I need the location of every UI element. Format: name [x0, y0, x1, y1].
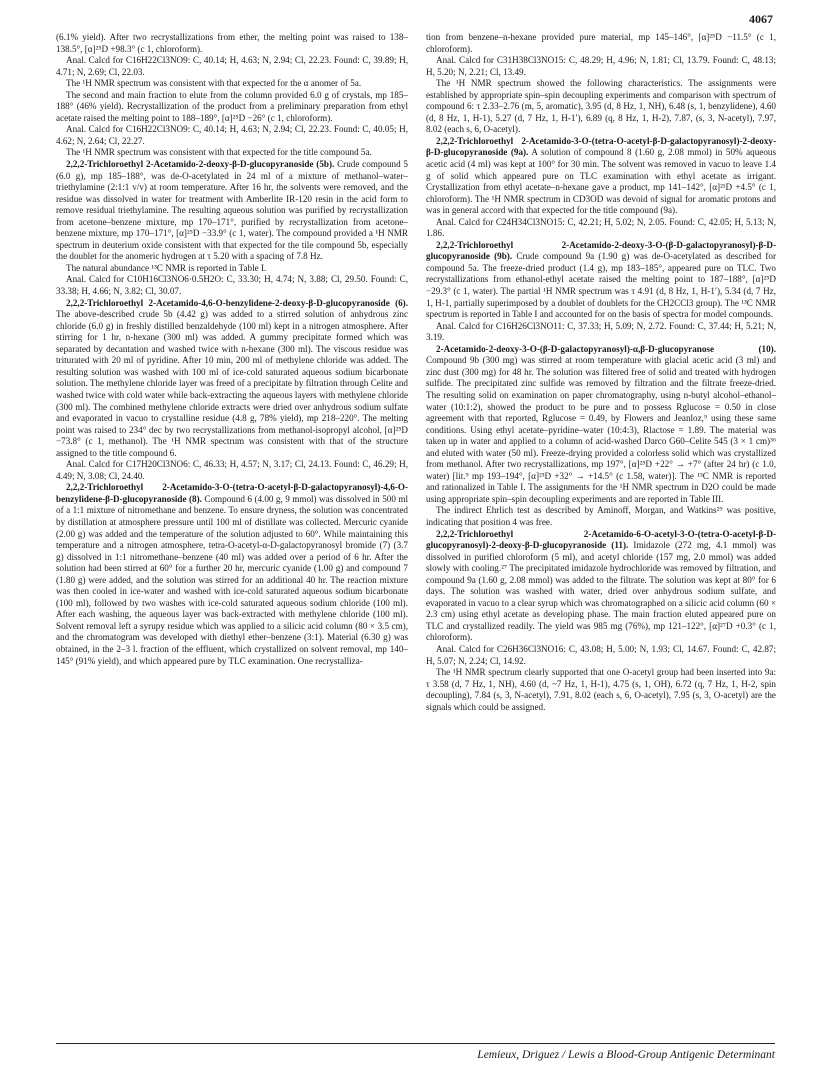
- compound-heading: 2,2,2-Trichloroethyl 2-Acetamido-3-O-(tetra-O-acetyl-β-D-galactopyranosyl)-2-deoxy-β-D-glucopyranoside (9a).: [426, 135, 776, 158]
- paragraph-text: tion from benzene–n-hexane provided pure material, mp 145–146°, [α]²⁵D −11.5° (c 1, chloroform).: [426, 32, 776, 54]
- paragraph: [56, 78, 408, 90]
- paragraph: [426, 217, 776, 240]
- paragraph-text: Anal. Calcd for C10H16Cl3NO6·0.5H2O: C, 33.30; H, 4.74; N, 3.88; Cl, 29.50. Found: C, 33.38; H, 4.66; N, 3.82; Cl, 30.07.: [56, 274, 408, 297]
- paragraph-text: Imidazole (272 mg, 4.1 mmol) was dissolved in purified chloroform (5 ml), and acetyl chloride (157 mg, 2.0 mmol) was added slowly with cooling.²⁷ The precipitated imidazole hydrochloride was removed by filtration, and compound 9a (1.60 g, 2.08 mmol) was added to the filtrate. The solution was kept at 80° for 6 days. The solution was washed with water, dried over anhydrous sodium sulfate, and evaporated in vacuo to a clear syrup which was chromatographed on a silicic acid column (60 × 2.3 cm) using ethyl acetate as developing phase. The main fraction eluted appeared pure on TLC and crystallized readily. The yield was 985 mg (76%), mp 121–122°, [α]²⁷D +0.3° (c 1, chloroform).: [426, 540, 776, 643]
- paragraph: [56, 274, 408, 297]
- paragraph: [56, 90, 408, 125]
- paragraph: [426, 78, 776, 136]
- paragraph-text: Anal. Calcd for C26H36Cl3NO16: C, 43.08; H, 5.00; N, 1.93; Cl, 14.67. Found: C, 42.87; H, 5.07; N, 2.24; Cl, 14.92.: [426, 643, 776, 666]
- continued-paragraph: [426, 32, 776, 55]
- compound-heading: 2,2,2-Trichloroethyl 2-Acetamido-2-deoxy-3-O-(β-D-galactopyranosyl)-β-D-glucopyranoside (9b).: [426, 239, 776, 262]
- paragraph: [426, 55, 776, 78]
- paragraph-text: Anal. Calcd for C24H34Cl3NO15: C, 42.21; H, 5.02; N, 2.05. Found: C, 42.05; H, 5.13; N, 1.86.: [426, 216, 776, 239]
- paragraph: [56, 159, 408, 263]
- paragraph: [56, 482, 408, 667]
- paragraph: [56, 459, 408, 482]
- paragraph-text: Crude compound 9a (1.90 g) was de-O-acetylated as described for compound 5a. The freeze-dried product (1.4 g), mp 183–185°, appeared pure on TLC. Two recrystallizations from ethanol-ethyl acetate raised the melting point to 187–188°, [α]²⁵D −29.3° (c 1, water). The partial ¹H NMR spectrum was τ 4.91 (d, 8 Hz, 1, H-1′), 5.34 (d, 7 Hz, 1, H-1, partially superimposed by a doublet of doublets for the CH2CCl3 group). The ¹³C NMR spectrum is reported in Table I and accounted for on the basis of spectra for model compounds.: [426, 251, 776, 320]
- paragraph: [426, 644, 776, 667]
- compound-heading: 2,2,2-Trichloroethyl 2-Acetamido-3-O-(tetra-O-acetyl-β-D-galactopyranosyl)-4,6-O-benzylidene-β-D-glucopyranoside (8).: [56, 482, 408, 504]
- compound-heading: 2,2,2-Trichloroethyl 2-Acetamido-6-O-acetyl-3-O-(tetra-O-acetyl-β-D-glucopyranosyl)-2-deoxy-β-D-glucopyranoside (11).: [426, 528, 776, 551]
- paragraph-text: Anal. Calcd for C16H22Cl3NO9: C, 40.14; H, 4.63; N, 2.94; Cl, 22.23. Found: C, 40.05; H, 4.62; N, 2.64; Cl, 22.27.: [56, 124, 408, 146]
- paragraph-text: Compound 9b (300 mg) was stirred at room temperature with glacial acetic acid (3 ml) and zinc dust (300 mg) for 48 hr. The solution was filtered free of solid and treated with hydrogen sulfide. The precipitated zinc sulfide was removed by filtration and the filtrate freeze-dried. The resulting solid on examination on paper chromatography, using n-butyl alcohol–ethanol–water (10:1:2), showed the product to be pure and to possess Rglucose = 0.50 in close agreement with that reported, Rglucose = 0.49, by Flowers and Jeanloz,⁹ using these same conditions. Using ethyl acetate–pyridine–water (10:4:3), Rlactose = 1.89. The material was taken up in water and applied to a column of acid-washed Darco G60–Celite 545 (3 × 1 cm)³⁶ and eluted with water (50 ml). Freeze-drying provided a colorless solid which was crystallized from methanol. After two recrystallizations, mp 197°, [α]²⁵D +22° → +7° (after 24 hr) (c 1.0, water) [lit.⁹ mp 193–194°, [α]²³D +32° → +14.5° (c 1.58, water)]. The ¹³C NMR is reported and rationalized in Table I. The assignments for the ¹H NMR spectrum in D2O could be made using appropriate spin–spin decoupling experiments and are reported in Table III.: [426, 355, 776, 504]
- paragraph: [426, 505, 776, 528]
- paragraph-text: The natural abundance ¹³C NMR is reported in Table I.: [66, 262, 267, 273]
- right-column: [426, 32, 776, 713]
- page-number: 4067: [749, 12, 773, 26]
- paragraph: [56, 55, 408, 78]
- paragraph-text: The ¹H NMR spectrum was consistent with that expected for the α anomer of 5a.: [66, 78, 362, 89]
- paragraph: [426, 529, 776, 644]
- paragraph-text: The second and main fraction to elute from the column provided 6.0 g of crystals, mp 185–188° (46% yield). Recrystallization of the product from a preliminary preparation from ethyl acetate raised the melting point to 188–189°, [α]²⁵D −26° (c 1, chloroform).: [56, 89, 408, 123]
- paragraph: [56, 263, 408, 275]
- paragraph-text: The ¹H NMR spectrum clearly supported that one O-acetyl group had been inserted into 9a: τ 3.58 (d, 7 Hz, 1, NH), 4.60 (d, ~7 Hz, 1, H-1), 4.75 (s, 1, OH), 6.72 (q, 7 Hz, 1, H-2, spin decoupling), 7.84 (s, 3, N-acetyl), 7.91, 8.02 (each s, 6, O-acetyl), 7.95 (s, 3, O-acetyl) are the signals which could be assigned.: [426, 667, 776, 712]
- paragraph-text: (6.1% yield). After two recrystallizations from ether, the melting point was raised to 138–138.5°, [α]²⁵D +98.3° (c 1, chloroform).: [56, 32, 408, 54]
- paragraph-text: A solution of compound 8 (1.60 g, 2.08 mmol) in 50% aqueous acetic acid (4 ml) was kept at 100° for 30 min. The solvent was removed in vacuo to leave 1.4 g of solid which appeared pure on TLC examination with ethyl acetate as irrigant. Crystallization from ethyl acetate–n-hexane gave a product, mp 141–142°, [α]²¹D +4.5° (c 1, chloroform). The ¹H NMR spectrum in CD3OD was devoid of signal for aromatic protons and was in general accord with that expected for the title compound (9a).: [426, 147, 777, 216]
- compound-heading: 2-Acetamido-2-deoxy-3-O-(β-D-galactopyranosyl)-α,β-D-glucopyranose (10).: [436, 343, 776, 354]
- paragraph-text: The ¹H NMR spectrum was consistent with that expected for the title compound 5a.: [66, 147, 372, 158]
- paragraph-text: The above-described crude 5b (4.42 g) was added to a stirred solution of anhydrous zinc chloride (6.0 g) in freshly distilled benzaldehyde (100 ml) kept in a nitrogen atmosphere. After stirring for 1 hr, n-hexane (300 ml) was added. A gummy precipitate formed which was separated by decantation and washed twice with n-hexane (300 ml). The viscous residue was triturated with 20 ml of pyridine. After 10 min, 200 ml of methylene chloride was added. The resulting solution was washed with 100 ml of ice-cold saturated aqueous sodium bicarbonate solution. The methylene chloride layer was freed of a precipitate by filtration through Celite and washed twice with cold water while back-extracting the aqueous layers with methylene chloride (300 ml). The combined methylene chloride extracts were dried over anhydrous sodium sulfate and evaporated in vacuo to crystalline residue (4.8 g, 78% yield), mp 218–220°. The melting point was raised to 234° dec by two recrystallizations from methanol-isopropyl alcohol, [α]²⁵D −73.8° (c 1, methanol). The ¹H NMR spectrum was consistent with that of the structure assigned to the title compound 6.: [56, 309, 408, 458]
- paragraph: [56, 147, 408, 159]
- paragraph-text: Anal. Calcd for C16H22Cl3NO9: C, 40.14; H, 4.63; N, 2.94; Cl, 22.23. Found: C, 39.89; H, 4.71; N, 2.69; Cl, 22.03.: [56, 55, 408, 77]
- paragraph: [426, 667, 776, 713]
- paragraph: [426, 240, 776, 321]
- paragraph: [426, 321, 776, 344]
- paragraph: [426, 136, 776, 217]
- compound-heading: 2,2,2-Trichloroethyl 2-Acetamido-4,6-O-benzylidene-2-deoxy-β-D-glucopyranoside (6).: [66, 297, 408, 308]
- paragraph: [56, 124, 408, 147]
- paragraph-text: Compound 6 (4.00 g, 9 mmol) was dissolved in 500 ml of a 1:1 mixture of nitromethane and benzene. To ensure dryness, the solution was concentrated by distillation at atmosphere pressure until 100 ml of distillate was collected. Mercuric cyanide (2.00 g) was added and the temperature of the solution adjusted to 60°. While maintaining this temperature and a nitrogen atmosphere, tetra-O-acetyl-α-D-galactopyranosyl bromide (7) (3.7 g) dissolved in 1:1 nitromethane–benzene (40 ml) was added over a period of 6 hr. After the solution had been stirred at 60° for a further 20 hr, mercuric cyanide (1.00 g) and compound 7 (1.80 g) were added, and the solution was stirred for an additional 40 hr. The reaction mixture was then cooled in ice-water and washed with ice-cold saturated aqueous sodium bicarbonate (100 ml), followed by two washes with ice-cold saturated aqueous sodium chloride (100 ml). After each washing, the aqueous layer was back-extracted with methylene chloride (100 ml). Solvent removal left a syrupy residue which was applied to a silicic acid column (80 × 3.5 cm), and the chromatogram was developed with diethyl ether–benzene (3:1). Material (6.30 g) was obtained, in the 2–3 l. fraction of the effluent, which crystallized on solvent removal, mp 140–145° (91% yield), and which appeared pure by TLC examination. One recrystalliza-: [56, 493, 409, 666]
- paragraph-text: Crude compound 5 (6.0 g), mp 185–188°, was de-O-acetylated in 24 ml of a mixture of methanol–water–triethylamine (2:1:1 v/v) at room temperature. After 16 hr, the solvents were removed, and the residue was dissolved in water for treatment with Amberlite IR-120 resin in the acid form to remove residual triethylamine. The resulting aqueous solution was purified by recrystallization from acetone–benzene mixture, mp 170–171°, purified by recrystallization from acetone–benzene mixture, mp 170–171°, [α]²⁵D −33.9° (c 1, water). The compound provided a ¹H NMR spectrum in deuterium oxide consistent with that expected for the tile compound 5b, especially the doublet for the anomeric hydrogen at τ 5.20 with a spacing of 7.8 Hz.: [56, 159, 408, 262]
- paragraph: [56, 298, 408, 460]
- paragraph: [426, 344, 776, 506]
- paragraph-text: Anal. Calcd for C17H20Cl3NO6: C, 46.33; H, 4.57; N, 3.17; Cl, 24.13. Found: C, 46.29; H, 4.49; N, 3.08; Cl, 24.40.: [56, 459, 408, 481]
- paragraph-text: Anal. Calcd for C16H26Cl3NO11: C, 37.33; H, 5.09; N, 2.72. Found: C, 37.44; H, 5.21; N, 3.19.: [426, 320, 776, 343]
- paragraph-text: The indirect Ehrlich test as described by Aminoff, Morgan, and Watkins²⁹ was positive, indicating that position 4 was free.: [426, 505, 776, 527]
- paragraph-text: The ¹H NMR spectrum showed the following characteristics. The assignments were established by appropriate spin–spin decoupling experiments and comparison with spectrum of compound 6: τ 2.33–2.76 (m, 5, aromatic), 3.95 (d, 8 Hz, 1, NH), 6.48 (s, 1, benzylidene), 4.60 (d, 8 Hz, 1, H-1), 5.27 (d, 7 Hz, 1, H-1′), 6.89 (q, 8 Hz, 1, H-2), 7.87, (s, 3, N-acetyl), 7.97, 8.02 (each s, 6, O-acetyl).: [426, 78, 776, 135]
- left-column: [56, 32, 408, 667]
- running-footer: Lemieux, Driguez / Lewis a Blood-Group Antigenic Determinant: [56, 1043, 775, 1061]
- compound-heading: 2,2,2-Trichloroethyl 2-Acetamido-2-deoxy-β-D-glucopyranoside (5b).: [66, 159, 335, 170]
- continued-paragraph: [56, 32, 408, 55]
- paragraph-text: Anal. Calcd for C31H38Cl3NO15: C, 48.29; H, 4.96; N, 1.81; Cl, 13.79. Found: C, 48.13; H, 5.20; N, 2.21; Cl, 13.49.: [426, 55, 776, 77]
